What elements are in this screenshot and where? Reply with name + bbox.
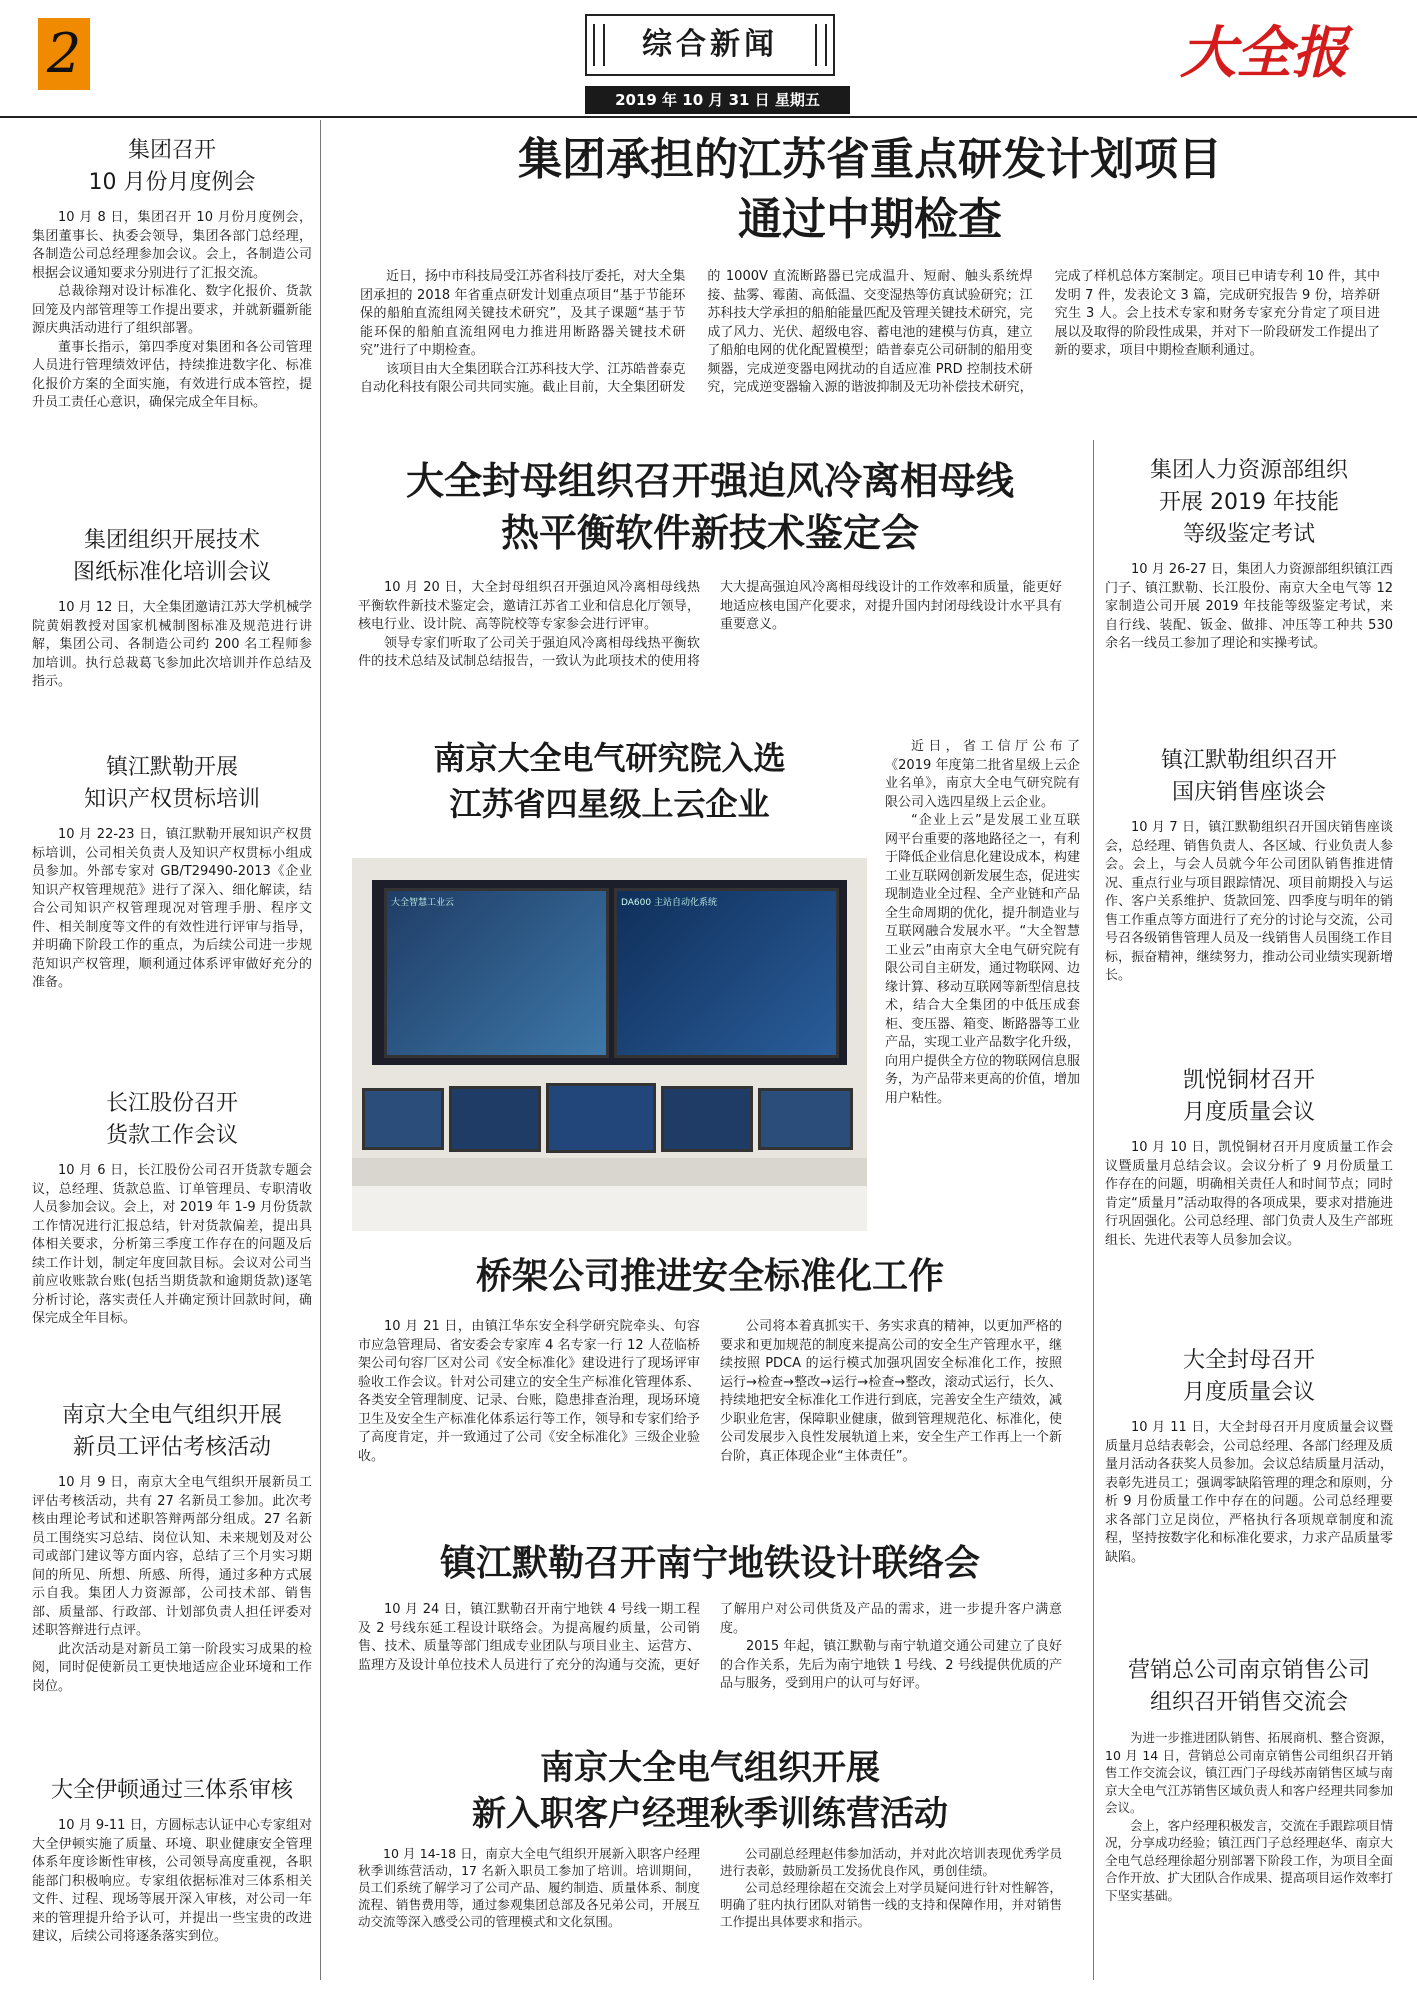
fengmu-article: [340, 455, 1080, 672]
issue-date: 2019 年 10 月 31 日 星期五: [585, 86, 850, 114]
paragraph: 10 月 9-11 日，方圆标志认证中心专家组对大全伊顿实施了质量、环境、职业健康安全管理体系年度诊断性审核，公司领导高度重视，各职能部门积极响应。专家组依据标准对三体系相关文件、过程、现场等展开深入审核，对公司一年来的管理提升给予认可，并提出一些宝贵的改进建议，后续公司将逐条落实到位。: [32, 1818, 312, 1944]
paragraph: 2015 年起，镇江默勒与南宁轨道交通公司建立了良好的合作关系，先后为南宁地铁 1 号线、2 号线提供优质的产品与服务，受到用户的认可与好评。: [720, 1639, 1062, 1691]
paragraph: 为进一步推进团队销售、拓展商机、整合资源，10 月 14 日，营销总公司南京销售公司组织召开销售工作交流会议，镇江西门子母线苏南销售区域与南京大全电气江苏销售区域负责人和客户经理共同参加会议。: [1105, 1730, 1393, 1815]
paragraph: 近日，省工信厅公布了《2019 年度第二批省星级上云企业名单》，南京大全电气研究院有限公司入选四星级上云企业。: [885, 739, 1080, 810]
article-title: 月度质量会议: [1182, 1100, 1315, 1125]
article-title: 集团召开: [127, 138, 216, 163]
article-title: 南京大全电气组织开展: [61, 1403, 282, 1428]
paragraph: 会上，客户经理积极发言，交流在手跟踪项目情况，分享成功经验；镇江西门子总经理赵华、南京大全电气总经理徐超分别部署下阶段工作，为项目全面合作开放、扩大团队合作成果、提高项目运作效率打下坚实基础。: [1105, 1817, 1393, 1903]
article-title: 长江股份召开: [105, 1091, 238, 1116]
paragraph: 10 月 26-27 日，集团人力资源部组织镇江西门子、镇江默勒、长江股份、南京大全电气等 12 家制造公司开展 2019 年技能等级鉴定考试，来自行线、装配、钣金、做排、冲压等工种共 530 余名一线员工参加了理论和实操考试。: [1105, 562, 1393, 651]
right-article-4: [1105, 1655, 1393, 1904]
left-article-0: [32, 135, 312, 413]
right-article-1: [1105, 745, 1393, 986]
paragraph: 公司总经理徐超在交流会上对学员疑问进行针对性解答，明确了驻内执行团队对销售一线的支持和保障作用，并对销售工作提出具体要求和指示。: [720, 1880, 1062, 1929]
paragraph: 10 月 20 日，大全封母组织召开强迫风冷离相母线热平衡软件新技术鉴定会，邀请江苏省工业和信息化厅领导，核电行业、设计院、高等院校等专家参会进行评审。: [358, 580, 700, 632]
left-article-4: [32, 1400, 312, 1696]
screen-title-left: 大全智慧工业云: [391, 898, 455, 908]
cloud-article-head: [352, 735, 867, 827]
article-title: 新员工评估考核活动: [72, 1435, 271, 1460]
xunlian-article: [340, 1745, 1080, 1930]
paragraph: 10 月 21 日，由镇江华东安全科学研究院牵头、句容市应急管理局、省安委会专家库 4 名专家一行 12 人莅临桥架公司句容厂区对公司《安全标准化》建设进行了现场评审验收工作会议。针对公司建立的安全生产标准化管理体系、各类安全管理制度、记录、台账，隐患排查治理，现场环境卫生及安全生产标准化体系运行等工作，领导和专家们给予了高度肯定，并一致通过了公司《安全标准化》三级企业验收。: [358, 1319, 700, 1464]
left-article-2: [32, 752, 312, 993]
lead-headline: 集团承担的江苏省重点研发计划项目: [518, 134, 1222, 185]
article-title: 镇江默勒组织召开: [1160, 748, 1337, 773]
paragraph: 10 月 14-18 日，南京大全电气组织开展新入职客户经理秋季训练营活动，17 名新入职员工参加了培训。培训期间，员工们系统了解学习了公司产品、履约制造、质量体系、制度流程、销售费用等，通过参观集团总部及各兄弟公司，开展互动交流等深入感受公司的管理模式和文化氛围。: [358, 1846, 700, 1929]
paragraph: 10 月 10 日，凯悦铜材召开月度质量工作会议暨质量月总结会议。会议分析了 9 月份质量工作存在的问题，明确相关责任人和时间节点；同时肯定“质量月”活动取得的各项成果，要求对措施进行巩固强化。公司总经理、部门负责人及生产部班组长、先进代表等人员参加会议。: [1105, 1140, 1393, 1248]
article-title: 集团人力资源部组织: [1149, 458, 1348, 483]
article-title: 营销总公司南京销售公司: [1127, 1658, 1370, 1683]
ditie-article: [340, 1535, 1080, 1694]
paragraph: 领导专家们听取了公司关于强迫风冷离相母线热平衡软件的技术总结及试制总结报告，一致认为此项技术的使用将大大提高强迫风冷离相母线设计的工作效率和质量，能更好地适应核电国产化要求，对提升国内封闭母线设计水平具有重要意义。: [358, 580, 1062, 669]
article-title: 凯悦铜材召开: [1182, 1068, 1315, 1093]
article-headline: 大全封母组织召开强迫风冷离相母线: [405, 458, 1014, 503]
paragraph: 公司副总经理赵伟参加活动，并对此次培训表现优秀学员进行表彰，鼓励新员工发扬优良作风，勇创佳绩。: [720, 1846, 1062, 1878]
article-title: 国庆销售座谈会: [1171, 780, 1326, 805]
article-title: 10 月份月度例会: [88, 170, 256, 195]
right-article-2: [1105, 1065, 1393, 1250]
article-title: 集团组织开展技术: [83, 528, 260, 553]
paragraph: 10 月 22-23 日，镇江默勒开展知识产权贯标培训，公司相关负责人及知识产权贯标小组成员参加。外部专家对 GB/T29490-2013《企业知识产权管理规范》进行了深入、细化解读，结合公司知识产权管理现况对管理手册、程序文件、相关制度等文件的有效性进行评审与指导，并明确下阶段工作的重点，为后续公司进一步规范知识产权管理，顺利通过体系评审做好充分的准备。: [32, 827, 312, 990]
paragraph: 10 月 8 日，集团召开 10 月份月度例会，集团董事长、执委会领导，集团各部门总经理，各制造公司总经理参加会议。会上，各制造公司根据会议通知要求分别进行了汇报交流。: [32, 210, 312, 281]
article-title: 知识产权贯标培训: [83, 787, 260, 812]
paragraph: 10 月 12 日，大全集团邀请江苏大学机械学院黄娟教授对国家机械制图标准及规范进行讲解，集团公司、各制造公司约 200 名工程师参加培训。执行总裁葛飞参加此次培训并作总结及指示。: [32, 600, 312, 689]
article-title: 开展 2019 年技能: [1159, 490, 1339, 515]
column-divider: [1093, 440, 1094, 1980]
paragraph: 10 月 11 日，大全封母召开月度质量会议暨质量月总结表彰会，公司总经理、各部门经理及质量月活动各获奖人员参加。会议总结质量月活动，表彰先进员工；强调零缺陷管理的理念和原则，分析 9 月份质量工作中存在的问题。公司总经理要求各部门立足岗位，严格执行各项规章制度和流程，坚持按数字化和标准化要求，力求产品质量零缺陷。: [1105, 1420, 1393, 1565]
article-title: 镇江默勒开展: [105, 755, 238, 780]
paragraph: 10 月 6 日，长江股份公司召开货款专题会议，总经理、货款总监、订单管理员、专职清收人员参加会议。会上，对 2019 年 1-9 月份货款工作情况进行汇报总结，针对货款偏差，提出具体相关要求，分析第三季度工作存在的问题及后续工作计划，制定年度回款目标。会议对公司当前应收账款台账(包括当期货款和逾期货款)逐笔分析讨论，落实责任人并确定预计回款时间，确保完成全年目标。: [32, 1163, 312, 1326]
control-room-photo: [352, 858, 867, 1231]
article-title: 大全伊顿通过三体系审核: [50, 1778, 293, 1803]
lead-article: [340, 130, 1400, 398]
paragraph: 近日，扬中市科技局受江苏省科技厅委托，对大全集团承担的 2018 年省重点研发计划重点项目“基于节能环保的船舶直流组网关键技术研究”，及其子课题“基于节能环保的船舶直流组网电力推进用断路器关键技术研究”进行了中期检查。: [360, 269, 686, 358]
paragraph: 10 月 24 日，镇江默勒召开南宁地铁 4 号线一期工程及 2 号线东延工程设计联络会。为提高履约质量，公司销售、技术、质量等部门组成专业团队与项目业主、运营方、监理方及设计单位技术人员进行了充分的沟通与交流，更好了解用户对公司供货及产品的需求，进一步提升客户满意度。: [358, 1602, 1062, 1673]
screen-title-right: DA600 主站自动化系统: [621, 898, 717, 908]
article-headline: 南京大全电气组织开展: [540, 1748, 880, 1788]
newspaper-logo: 大全报: [1180, 20, 1348, 86]
masthead-rule: [0, 116, 1417, 118]
paragraph: 公司将本着真抓实干、务实求真的精神，以更加严格的要求和更加规范的制度来提高公司的安全生产管理水平，继续按照 PDCA 的运行模式加强巩固安全标准化工作，按照运行→检查→整改→运行→检查→整改，滚动式运行，长久、持续地把安全标准化工作进行到底，完善安全生产绩效，减少职业危害，保障职业健康，做到管理规范化、标准化，使公司发展步入良性发展轨道上来，安全生产工作再上一个新台阶，真正体现企业“主体责任”。: [720, 1319, 1062, 1464]
article-title: 货款工作会议: [105, 1123, 238, 1148]
left-article-3: [32, 1088, 312, 1329]
article-headline: 江苏省四星级上云企业: [449, 785, 770, 823]
paragraph: 董事长指示，第四季度对集团和各公司管理人员进行管理绩效评估，持续推进数字化、标准化报价方案的全面实施，有效进行成本管控，提升员工责任心意识，确保完成全年目标。: [32, 339, 312, 410]
article-title: 大全封母召开: [1182, 1348, 1315, 1373]
lead-headline: 通过中期检查: [738, 194, 1002, 245]
article-title: 月度质量会议: [1182, 1380, 1315, 1405]
right-article-3: [1105, 1345, 1393, 1567]
section-name: 综合新闻: [585, 14, 835, 76]
paragraph: 10 月 9 日，南京大全电气组织开展新员工评估考核活动，共有 27 名新员工参加。此次考核由理论考试和述职答辩两部分组成。27 名新员工围绕实习总结、岗位认知、未来规划及对公司或部门建议等方面内容，总结了三个月实习期间的所见、所想、所感、所得，通过多种方式展示自我。集团人力资源部，公司技术部、销售部、质量部、行政部、计划部负责人担任评委对述职答辩进行点评。: [32, 1475, 312, 1638]
left-article-5: [32, 1775, 312, 1947]
right-article-0: [1105, 455, 1393, 654]
paragraph: 此次活动是对新员工第一阶段实习成果的检阅，同时促使新员工更快地适应企业环境和工作岗位。: [32, 1641, 312, 1694]
article-title: 等级鉴定考试: [1182, 522, 1315, 547]
left-article-1: [32, 525, 312, 692]
article-headline: 南京大全电气研究院入选: [433, 739, 786, 777]
article-title: 组织召开销售交流会: [1149, 1690, 1348, 1715]
column-divider: [320, 120, 321, 1980]
article-headline: 热平衡软件新技术鉴定会: [500, 510, 919, 555]
paragraph: 该项目由大全集团联合江苏科技大学、江苏皓普泰克自动化科技有限公司共同实施。截止目前，大全集团研发的 1000V 直流断路器已完成温升、短耐、触头系统焊接、盐雾、霉菌、高低温、交变湿热等仿真试验研究；江苏科技大学承担的船舶能量匹配及管理关键技术研究，完成了风力、光伏、超级电容、蓄电池的建模与仿真，建立了船舶电网的优化配置模型；皓普泰克公司研制的船用变频器，完成逆变器电网扰动的自适应准 PRD 控制技术研究，完成逆变器输入源的谐波抑制及无功补偿技术研究，完成了样机总体方案制定。项目已申请专利 10 件，其中发明 7 件，发表论文 3 篇，完成研究报告 9 份，培养研究生 3 人。会上技术专家和财务专家充分肯定了项目进展以及取得的阶段性成果，并对下一阶段研发工作提出了新的要求，项目中期检查顺利通过。: [360, 269, 1380, 395]
article-headline: 镇江默勒召开南宁地铁设计联络会: [439, 1542, 980, 1584]
cloud-article-body: [885, 738, 1080, 1108]
article-headline: 桥架公司推进安全标准化工作: [475, 1255, 944, 1297]
paragraph: 10 月 7 日，镇江默勒组织召开国庆销售座谈会，总经理、销售负责人、各区域、行业负责人参会。会上，与会人员就今年公司团队销售推进情况、重点行业与项目跟踪情况、项目前期投入与运作、客户关系维护、货款回笼、四季度与明年的销售工作重点等方面进行了充分的讨论与交流，公司号召各级销售管理人员及一线销售人员围绕工作目标，振奋精神，继续努力，推动公司业绩实现新增长。: [1105, 820, 1393, 983]
page-number: 2: [38, 18, 90, 90]
qiaojia-article: [340, 1248, 1080, 1466]
article-headline: 新入职客户经理秋季训练营活动: [472, 1794, 948, 1834]
paragraph: “企业上云”是发展工业互联网平台重要的落地路径之一，有利于降低企业信息化建设成本，构建工业互联网创新发展生态，促进实现制造业全过程、全产业链和产品全生命周期的优化，提升制造业与互联网融合发展水平。“大全智慧工业云”由南京大全电气研究院有限公司自主研发，通过物联网、边缘计算、移动互联网等新型信息技术，结合大全集团的中低压成套柜、变压器、箱变、断路器等工业产品，实现工业产品数字化升级，向用户提供全方位的物联网信息服务，为产品带来更高的价值，增加用户粘性。: [885, 813, 1081, 1106]
article-title: 图纸标准化培训会议: [72, 560, 271, 585]
paragraph: 总裁徐翔对设计标准化、数字化报价、货款回笼及内部管理等工作提出要求，并就新疆新能源庆典活动进行了组织部署。: [32, 284, 312, 336]
